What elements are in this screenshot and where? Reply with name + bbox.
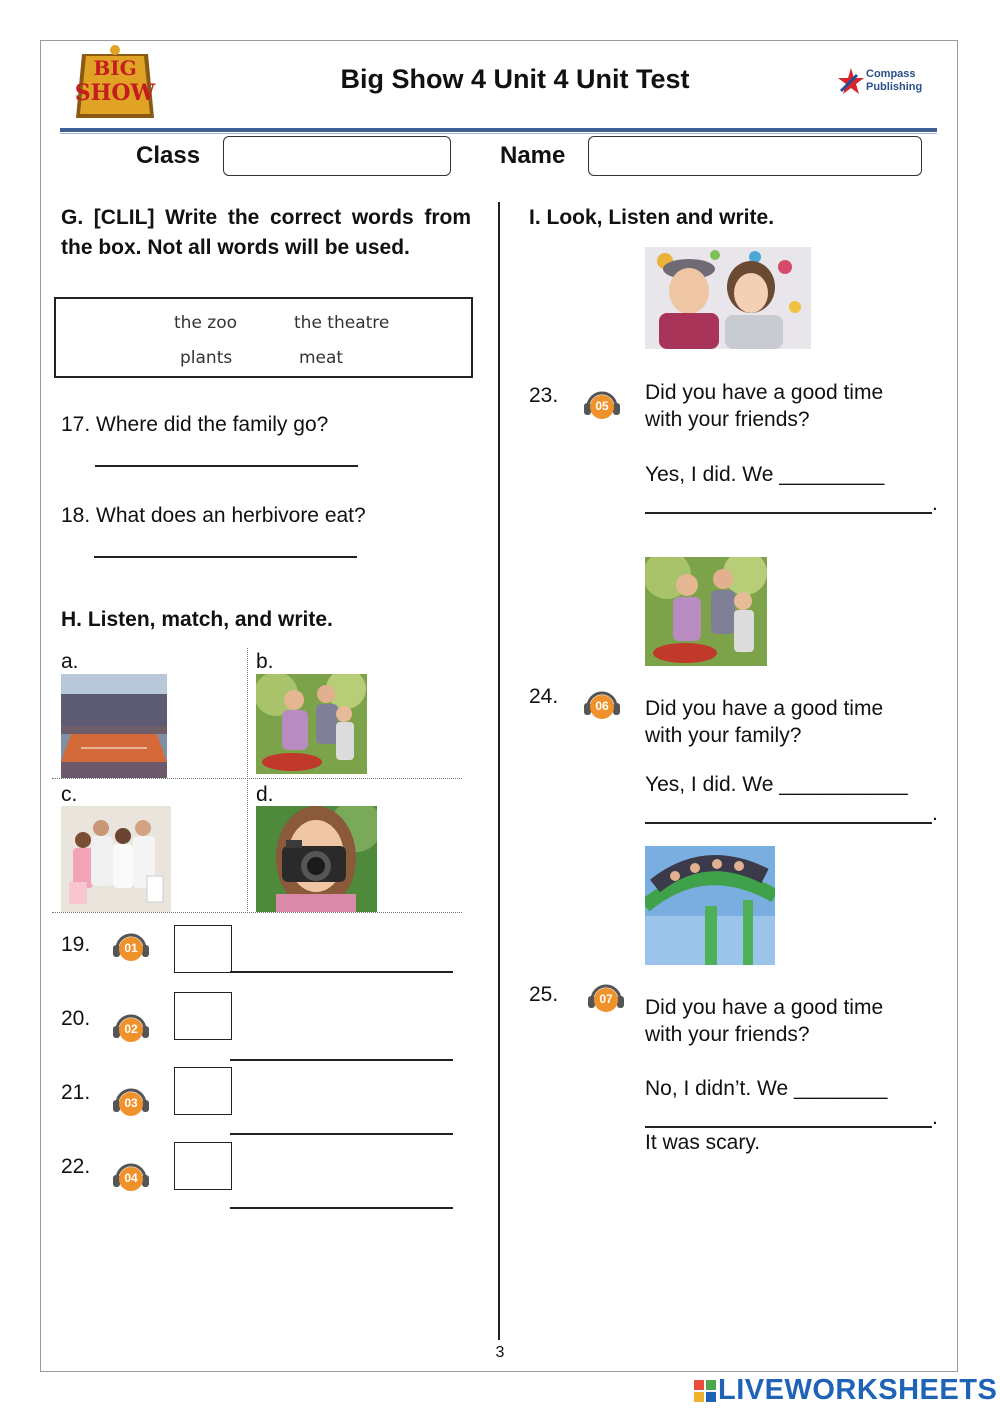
headphone-icon-01[interactable]	[111, 925, 151, 963]
match-grid-bottom	[52, 912, 462, 913]
page-title: Big Show 4 Unit 4 Unit Test	[340, 64, 690, 94]
answer-25-period: .	[932, 1106, 938, 1129]
answer-line-20[interactable]	[230, 1059, 453, 1061]
match-grid-divider-h	[52, 778, 462, 779]
headphone-icon-04[interactable]	[111, 1155, 151, 1193]
match-box-19[interactable]	[174, 925, 232, 973]
picture-label-a: a.	[61, 650, 79, 673]
track-number: 04	[124, 1171, 138, 1185]
class-field[interactable]	[223, 136, 451, 176]
headphone-icon-02[interactable]	[111, 1006, 151, 1044]
publisher-line-2: Publishing	[866, 81, 923, 93]
photo-barbecue	[256, 674, 367, 774]
liveworksheets-logo-icon	[694, 1380, 716, 1402]
answer-25-start: No, I didn’t. We ________	[645, 1077, 888, 1100]
answer-line-23[interactable]	[645, 512, 932, 514]
question-18: 18. What does an herbivore eat?	[61, 504, 366, 527]
match-box-21[interactable]	[174, 1067, 232, 1115]
word-box-item: meat	[299, 348, 344, 368]
photo-shopping	[61, 806, 171, 912]
section-h-heading: H. Listen, match, and write.	[61, 608, 333, 631]
picture-label-d: d.	[256, 783, 274, 806]
section-i-heading: I. Look, Listen and write.	[529, 206, 775, 229]
word-box-item: plants	[180, 348, 233, 368]
photo-roller-coaster	[645, 846, 775, 965]
answer-line-22[interactable]	[230, 1207, 453, 1209]
match-box-20[interactable]	[174, 992, 232, 1040]
item-22-number: 22.	[61, 1155, 91, 1178]
word-box-item: the zoo	[174, 313, 238, 333]
word-box-item: the theatre	[294, 313, 390, 333]
question-23-line-2: with your friends?	[645, 408, 810, 431]
publisher-logo	[836, 66, 936, 98]
word-box	[54, 297, 473, 378]
header-rule-thin	[60, 133, 937, 134]
photo-camera-girl	[256, 806, 377, 912]
answer-line-17[interactable]	[95, 465, 358, 467]
section-g-heading: G. [CLIL] Write the correct words from the box. Not all words will be used.	[61, 206, 471, 259]
answer-24-period: .	[932, 802, 938, 825]
name-field[interactable]	[588, 136, 922, 176]
question-23-number: 23.	[529, 384, 559, 407]
track-number: 02	[124, 1022, 138, 1036]
photo-two-girls	[645, 247, 811, 349]
photo-stadium	[61, 674, 167, 778]
picture-label-c: c.	[61, 783, 78, 806]
track-number: 05	[595, 399, 609, 413]
question-24-line-2: with your family?	[645, 724, 802, 747]
headphone-icon-05[interactable]	[582, 383, 622, 421]
item-20-number: 20.	[61, 1007, 91, 1030]
question-24-number: 24.	[529, 685, 559, 708]
item-21-number: 21.	[61, 1081, 91, 1104]
logo-line-2: SHOW	[74, 80, 156, 106]
track-number: 07	[599, 992, 613, 1006]
header-rule	[60, 128, 937, 132]
headphone-icon-06[interactable]	[582, 683, 622, 721]
answer-line-18[interactable]	[94, 556, 357, 558]
headphone-icon-07[interactable]	[586, 976, 626, 1014]
headphone-icon-03[interactable]	[111, 1080, 151, 1118]
answer-25-after: It was scary.	[645, 1131, 761, 1154]
match-box-22[interactable]	[174, 1142, 232, 1190]
answer-line-25[interactable]	[645, 1126, 932, 1128]
compass-star-icon	[836, 66, 866, 96]
match-grid-divider-v	[247, 648, 248, 913]
question-25-number: 25.	[529, 983, 559, 1006]
logo-line-1: BIG	[93, 56, 137, 80]
question-25-line-1: Did you have a good time	[645, 996, 884, 1019]
name-label: Name	[500, 142, 566, 169]
track-number: 06	[595, 699, 609, 713]
track-number: 03	[124, 1096, 138, 1110]
question-25-line-2: with your friends?	[645, 1023, 810, 1046]
answer-23-period: .	[932, 492, 938, 515]
big-show-logo	[72, 44, 158, 124]
answer-23-start: Yes, I did. We _________	[645, 463, 885, 486]
track-number: 01	[124, 941, 138, 955]
answer-line-24[interactable]	[645, 822, 932, 824]
answer-line-19[interactable]	[230, 971, 453, 973]
page-number: 3	[495, 1344, 505, 1361]
answer-24-start: Yes, I did. We ___________	[645, 773, 908, 796]
picture-label-b: b.	[256, 650, 274, 673]
question-24-line-1: Did you have a good time	[645, 697, 884, 720]
question-17: 17. Where did the family go?	[61, 413, 329, 436]
liveworksheets-brand[interactable]: LIVEWORKSHEETS	[718, 1374, 998, 1406]
question-23-line-1: Did you have a good time	[645, 381, 884, 404]
photo-family-barbecue	[645, 557, 767, 666]
item-19-number: 19.	[61, 933, 91, 956]
publisher-line-1: Compass	[866, 68, 916, 80]
column-divider	[498, 202, 500, 1340]
class-label: Class	[136, 142, 201, 169]
answer-line-21[interactable]	[230, 1133, 453, 1135]
